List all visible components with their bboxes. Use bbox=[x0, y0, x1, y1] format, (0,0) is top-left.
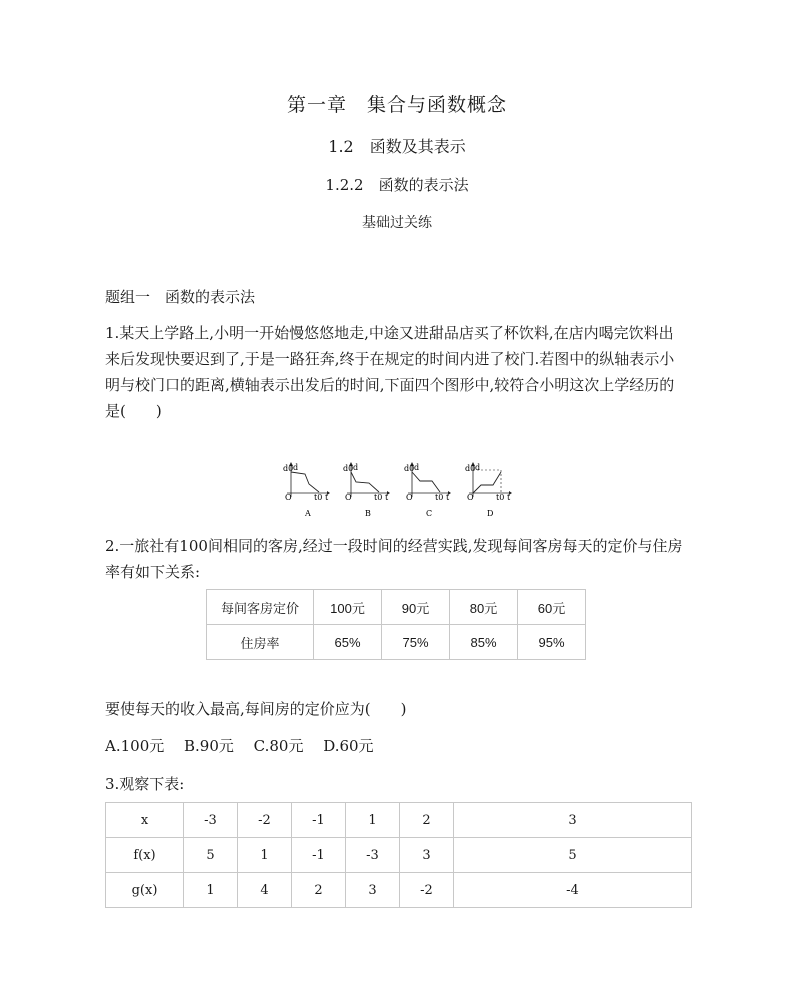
table-cell: -2 bbox=[400, 873, 454, 908]
table-cell: 60元 bbox=[518, 590, 586, 625]
axis-d0-label: d0 bbox=[404, 464, 415, 473]
table-cell: 1 bbox=[238, 838, 292, 873]
axis-d0-label: d0 bbox=[465, 464, 476, 473]
table-row bbox=[106, 873, 692, 908]
axis-o-label: O bbox=[345, 493, 352, 502]
graph-label: D bbox=[487, 509, 494, 518]
graph-label: C bbox=[426, 509, 433, 518]
question-2-text: 2.一旅社有100间相同的客房,经过一段时间的经营实践,发现每间客房每天的定价与住房率有如下关系: bbox=[105, 537, 683, 581]
axis-o-label: O bbox=[467, 493, 474, 502]
table-cell: 3 bbox=[346, 873, 400, 908]
axis-d0-label: d0 bbox=[283, 464, 294, 473]
graph-label: B bbox=[365, 509, 371, 518]
axis-t-label: t bbox=[325, 493, 329, 502]
axis-t-label: t bbox=[446, 493, 450, 502]
chapter-title: 第一章 集合与函数概念 bbox=[286, 94, 507, 116]
price-occupancy-table bbox=[206, 589, 586, 660]
graph-b bbox=[343, 462, 391, 518]
table-cell: 住房率 bbox=[207, 625, 314, 660]
axis-o-label: O bbox=[285, 493, 292, 502]
question-3-text: 3.观察下表: bbox=[105, 775, 185, 793]
table-row bbox=[207, 625, 586, 660]
axis-d-label: d bbox=[414, 463, 420, 472]
group-title: 题组一 函数的表示法 bbox=[105, 288, 256, 306]
table-cell: 95% bbox=[518, 625, 586, 660]
question-1-text: 1.某天上学路上,小明一开始慢悠悠地走,中途又进甜品店买了杯饮料,在店内喝完饮料出来后发现快要迟到了,于是一路狂奔,终于在规定的时间内进了校门.若图中的纵轴表示小明与校门口的距离,横轴表示出发后的时间,下面四个图形中,较符合小明这次上学经历的是( ) bbox=[105, 324, 675, 420]
axis-t0-label: t0 bbox=[496, 493, 505, 502]
axis-d-label: d bbox=[293, 463, 299, 472]
table-row bbox=[106, 838, 692, 873]
axis-t0-label: t0 bbox=[314, 493, 323, 502]
graph-c bbox=[404, 462, 452, 518]
axis-d0-label: d0 bbox=[343, 464, 354, 473]
table-cell: x bbox=[106, 803, 184, 838]
axis-t0-label: t0 bbox=[435, 493, 444, 502]
axis-t-label: t bbox=[507, 493, 511, 502]
graph-d bbox=[465, 462, 513, 518]
question-2-prompt: 要使每天的收入最高,每间房的定价应为( ) bbox=[105, 700, 407, 718]
table-cell: 90元 bbox=[382, 590, 450, 625]
table-cell: 75% bbox=[382, 625, 450, 660]
table-cell: 5 bbox=[454, 838, 692, 873]
axis-d-label: d bbox=[475, 463, 481, 472]
table-cell: f(x) bbox=[106, 838, 184, 873]
subsection-title: 1.2.2 函数的表示法 bbox=[325, 176, 469, 194]
table-cell: -1 bbox=[292, 803, 346, 838]
table-cell: 85% bbox=[450, 625, 518, 660]
table-cell: 3 bbox=[454, 803, 692, 838]
axis-t-label: t bbox=[385, 493, 389, 502]
table-cell: 100元 bbox=[314, 590, 382, 625]
table-row bbox=[207, 590, 586, 625]
table-cell: 每间客房定价 bbox=[207, 590, 314, 625]
table-cell: -2 bbox=[238, 803, 292, 838]
table-cell: 1 bbox=[346, 803, 400, 838]
table-cell: 2 bbox=[400, 803, 454, 838]
question-2-options: A.100元 B.90元 C.80元 D.60元 bbox=[105, 737, 374, 755]
axis-o-label: O bbox=[406, 493, 413, 502]
table-cell: 2 bbox=[292, 873, 346, 908]
table-cell: 1 bbox=[184, 873, 238, 908]
table-cell: 65% bbox=[314, 625, 382, 660]
table-cell: -3 bbox=[184, 803, 238, 838]
axis-d-label: d bbox=[353, 463, 359, 472]
table-cell: 3 bbox=[400, 838, 454, 873]
table-cell: -4 bbox=[454, 873, 692, 908]
function-values-table bbox=[105, 802, 692, 908]
table-row bbox=[106, 803, 692, 838]
table-cell: -3 bbox=[346, 838, 400, 873]
section-title: 1.2 函数及其表示 bbox=[328, 137, 466, 156]
table-cell: 80元 bbox=[450, 590, 518, 625]
table-cell: 5 bbox=[184, 838, 238, 873]
graph-a bbox=[283, 462, 331, 518]
table-cell: -1 bbox=[292, 838, 346, 873]
exercise-title: 基础过关练 bbox=[362, 215, 432, 231]
graph-label: A bbox=[305, 509, 311, 518]
table-cell: 4 bbox=[238, 873, 292, 908]
table-cell: g(x) bbox=[106, 873, 184, 908]
axis-t0-label: t0 bbox=[374, 493, 383, 502]
